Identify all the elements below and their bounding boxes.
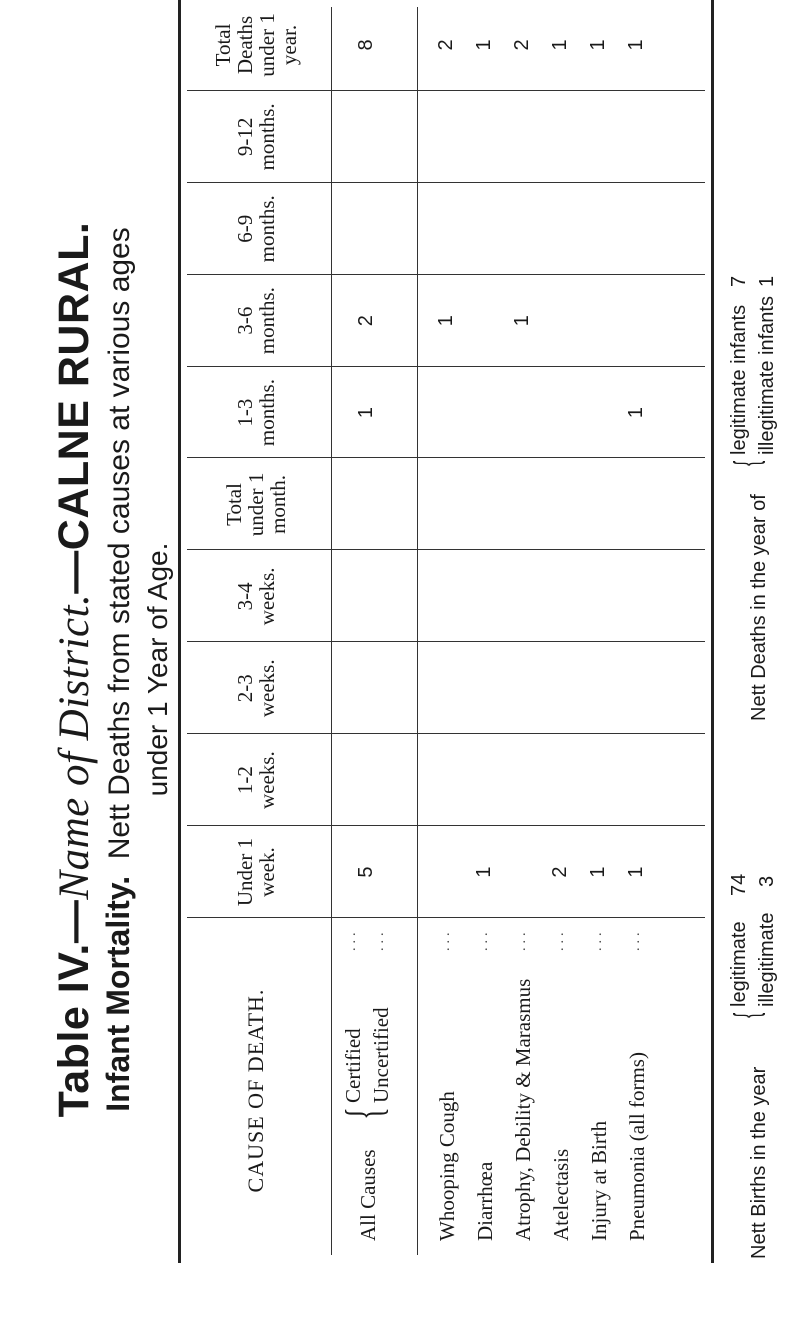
column-header: 3-6 months. (233, 287, 279, 355)
certified-label: Certified (341, 1028, 365, 1103)
column-header: Under 1 week. (233, 837, 279, 907)
header-rule (331, 7, 332, 1255)
district-name: —CALNE RURAL. (50, 221, 98, 594)
column-rule (187, 641, 705, 642)
column-header: 1-2 weeks. (233, 751, 279, 810)
leader-dots: ... (514, 928, 529, 951)
column-rule (187, 182, 705, 183)
births-legit-label: legitimate (728, 921, 750, 1007)
column-rule (187, 733, 705, 734)
births-label: Nett Births in the year (748, 1066, 770, 1259)
uncertified-label: Uncertified (369, 1007, 393, 1103)
column-rule (187, 549, 705, 550)
value-cell: 1 (473, 39, 495, 51)
column-rule (187, 458, 705, 459)
mortality-table (178, 0, 714, 1263)
column-rule (187, 90, 705, 91)
section-rule (417, 7, 418, 1255)
value-cell: 8 (355, 39, 377, 51)
page-title (50, 0, 99, 1339)
subtitle-bold: Infant Mortality. (100, 875, 136, 1112)
column-header: 1-3 months. (233, 379, 279, 447)
value-cell: 1 (625, 407, 647, 419)
cause-row-label: Diarrhœa (473, 1161, 497, 1241)
brace-icon: { (336, 1107, 393, 1120)
column-header: 2-3 weeks. (233, 659, 279, 718)
column-header: 3-4 weeks. (233, 567, 279, 626)
value-cell: 2 (435, 39, 457, 51)
births-illegit-label: illegitimate (756, 912, 778, 1007)
value-cell: 2 (549, 866, 571, 878)
page-subtitle (100, 0, 137, 1339)
cause-row-label: Injury at Birth (587, 1120, 611, 1241)
leader-dots: ... (438, 928, 453, 951)
cause-row-label: Whooping Cough (435, 1091, 459, 1241)
deaths-legit-value: 7 (728, 275, 750, 287)
leader-dots: ... (590, 928, 605, 951)
deaths-legit-label: legitimate infants (728, 304, 750, 455)
column-rule (187, 274, 705, 275)
column-header: Total under 1 month. (222, 472, 290, 537)
deaths-label: Nett Deaths in the year of (748, 494, 770, 721)
column-rule (187, 825, 705, 826)
value-cell: 1 (625, 866, 647, 878)
value-cell: 1 (587, 39, 609, 51)
column-header: 6-9 months. (233, 195, 279, 263)
value-cell: 1 (435, 315, 457, 327)
value-cell: 1 (549, 39, 571, 51)
cause-row-label: Atrophy, Debility & Marasmus (511, 978, 535, 1241)
subtitle-rest: Nett Deaths from stated causes at various ages (103, 227, 136, 860)
cause-header: CAUSE OF DEATH. (243, 988, 268, 1193)
title-prefix: Table IV.— (50, 899, 98, 1118)
value-cell: 1 (511, 315, 533, 327)
brace-icon: { (728, 1012, 766, 1018)
value-cell: 1 (473, 866, 495, 878)
all-causes-label: All Causes (356, 1149, 380, 1241)
cause-row-label: Atelectasis (549, 1148, 573, 1241)
value-cell: 1 (355, 407, 377, 419)
value-cell: 2 (511, 39, 533, 51)
leader-dots: ... (628, 928, 643, 951)
cause-row-label: Pneumonia (all forms) (625, 1052, 649, 1241)
district-label: Name of District. (51, 593, 98, 900)
deaths-illegit-label: illegitimate infants (756, 296, 778, 455)
page-subtitle-2: under 1 Year of Age. (142, 542, 173, 797)
value-cell: 1 (625, 39, 647, 51)
births-illegit-value: 3 (756, 875, 778, 887)
column-header: Total Deaths under 1 year. (211, 13, 301, 77)
value-cell: 5 (355, 866, 377, 878)
brace-icon: { (728, 460, 766, 466)
leader-dots: ... (552, 928, 567, 951)
deaths-illegit-value: 1 (756, 275, 778, 287)
column-rule (187, 366, 705, 367)
value-cell: 1 (587, 866, 609, 878)
column-rule (187, 917, 705, 918)
leader-dots: ... (476, 928, 491, 951)
leader-dots: ... (372, 928, 387, 951)
leader-dots: ... (344, 928, 359, 951)
column-header: 9-12 months. (233, 103, 279, 171)
births-legit-value: 74 (728, 873, 750, 896)
value-cell: 2 (355, 315, 377, 327)
